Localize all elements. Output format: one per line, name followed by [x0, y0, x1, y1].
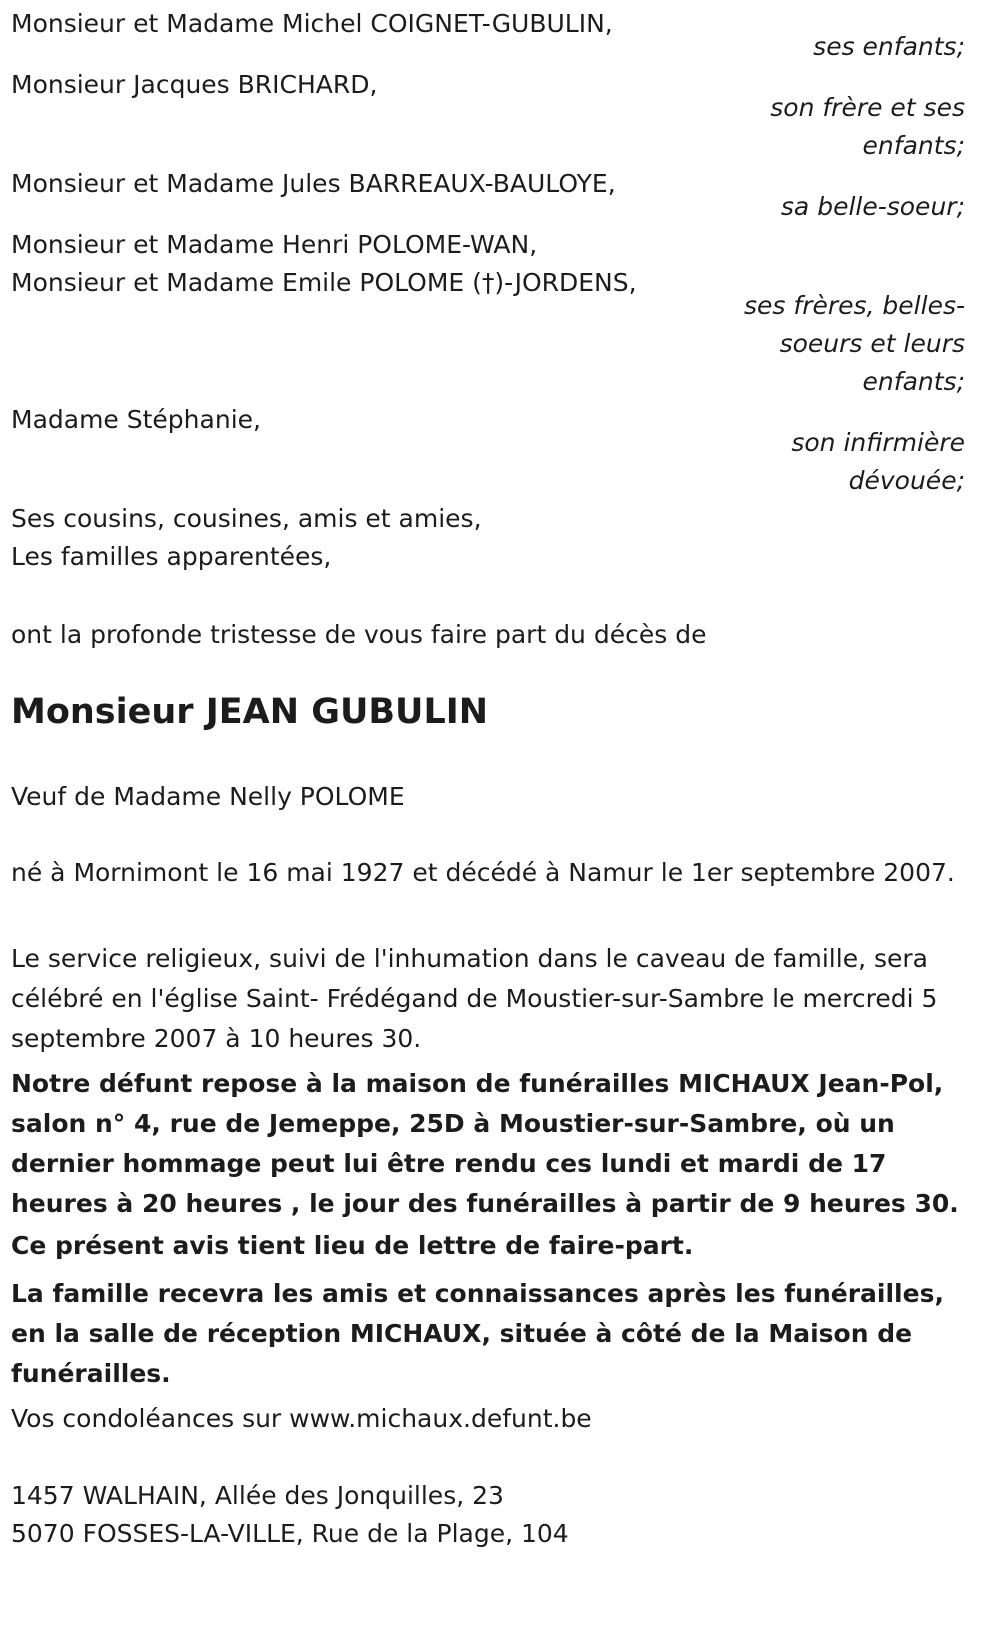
family-relation-line: enfants;	[862, 131, 965, 160]
family-name-line: Monsieur et Madame Jules BARREAUX-BAULOYE,	[11, 169, 616, 198]
family-name-line: Monsieur Jacques BRICHARD,	[11, 70, 378, 99]
viewing-text: Notre défunt repose à la maison de funérailles MICHAUX Jean-Pol, salon n° 4, rue de Jemeppe, 25D à Moustier-sur-Sambre, où un dernier hommage peut lui être rendu ces lundi et mardi de 17 heures à 20 heures , le jour des funérailles à partir de 9 heures 30.	[11, 1069, 959, 1218]
widower-text: Veuf de Madame Nelly POLOME	[11, 782, 405, 811]
family-others-line: Ses cousins, cousines, amis et amies,	[11, 504, 482, 533]
service-text: Le service religieux, suivi de l'inhumation dans le caveau de famille, sera célébré en l'église Saint- Frédégand de Moustier-sur-Sambre le mercredi 5 septembre 2007 à 10 heures 30.	[11, 944, 938, 1053]
family-name-line: Monsieur et Madame Michel COIGNET-GUBULIN,	[11, 9, 613, 38]
birth-death-text: né à Mornimont le 16 mai 1927 et décédé à Namur le 1er septembre 2007.	[11, 858, 955, 887]
family-relation-line: enfants;	[862, 367, 965, 396]
deceased-name: Monsieur JEAN GUBULIN	[11, 692, 489, 732]
family-name-line: Madame Stéphanie,	[11, 405, 261, 434]
notice-text: Ce présent avis tient lieu de lettre de faire-part.	[11, 1231, 694, 1260]
family-relation-line: dévouée;	[848, 466, 965, 495]
condolences-text: Vos condoléances sur www.michaux.defunt.be	[11, 1404, 592, 1433]
family-relation-line: son frère et ses	[770, 93, 965, 122]
family-relation-line: ses enfants;	[813, 32, 965, 61]
family-relation-line: sa belle-soeur;	[780, 192, 965, 221]
address-line: 5070 FOSSES-LA-VILLE, Rue de la Plage, 104	[11, 1519, 569, 1548]
family-relation-line: son infirmière	[791, 428, 965, 457]
family-name-line: Monsieur et Madame Emile POLOME (†)-JORDENS,	[11, 268, 637, 297]
family-name-line: Monsieur et Madame Henri POLOME-WAN,	[11, 230, 538, 259]
family-relation-line: ses frères, belles-	[744, 291, 965, 320]
announcement-text: ont la profonde tristesse de vous faire part du décès de	[11, 620, 707, 649]
address-line: 1457 WALHAIN, Allée des Jonquilles, 23	[11, 1481, 504, 1510]
family-relation-line: soeurs et leurs	[779, 329, 965, 358]
reception-text: La famille recevra les amis et connaissances après les funérailles, en la salle de réception MICHAUX, située à côté de la Maison de funérailles.	[11, 1279, 944, 1388]
family-others-line: Les familles apparentées,	[11, 542, 332, 571]
